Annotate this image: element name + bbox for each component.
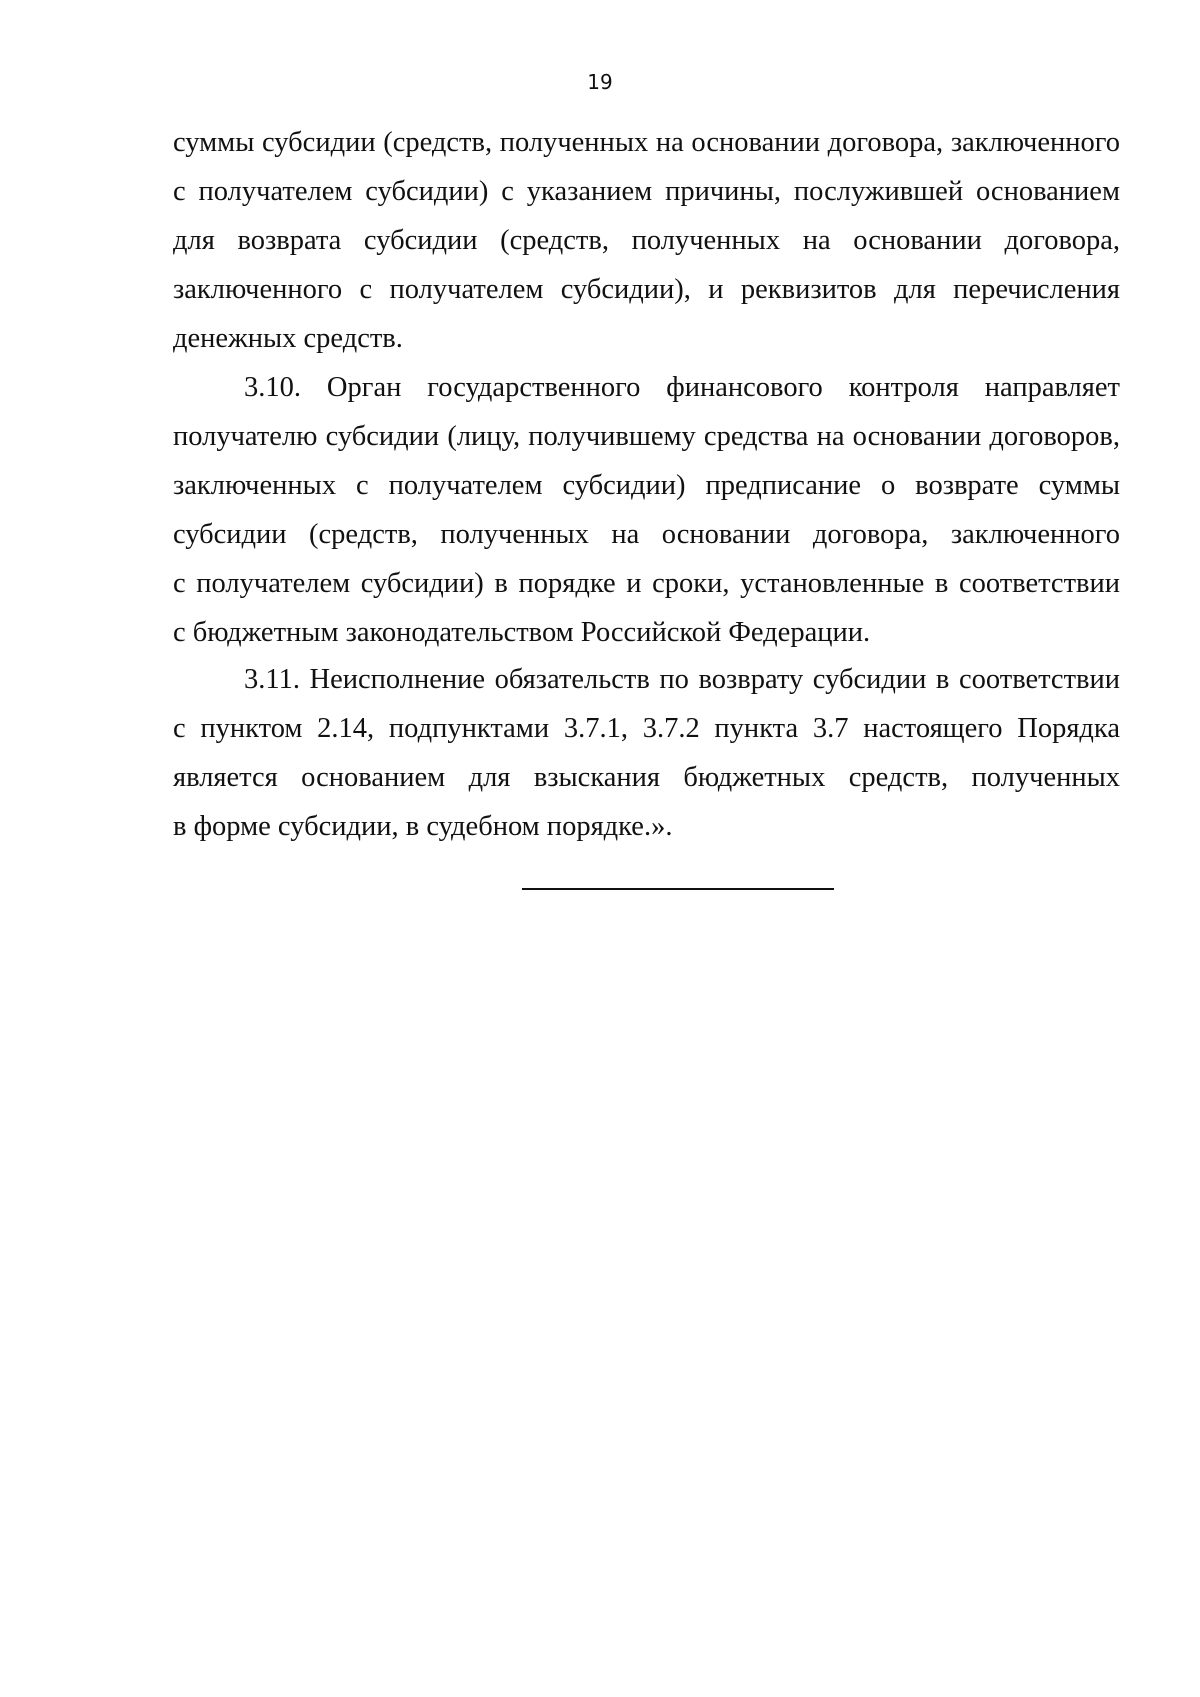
text-line: для возврата субсидии (средств, полученных на основании договора,: [173, 225, 1120, 256]
paragraph-continuation: [173, 118, 1120, 363]
text-line: с пунктом 2.14, подпунктами 3.7.1, 3.7.2 пункта 3.7 настоящего Порядка: [173, 713, 1120, 744]
text-line: 3.11. Неисполнение обязательств по возврату субсидии в соответствии: [244, 664, 1120, 695]
text-line: 3.10. Орган государственного финансового контроля направляет: [244, 372, 1120, 403]
text-line: получателю субсидии (лицу, получившему средства на основании договоров,: [173, 421, 1120, 452]
text-line: с получателем субсидии) в порядке и сроки, установленные в соответствии: [173, 568, 1120, 599]
text-line: субсидии (средств, полученных на основании договора, заключенного: [173, 519, 1120, 550]
text-line: с бюджетным законодательством Российской Федерации.: [173, 617, 871, 648]
text-line: заключенных с получателем субсидии) предписание о возврате суммы: [173, 470, 1120, 501]
text-line: суммы субсидии (средств, полученных на основании договора, заключенного: [173, 127, 1120, 158]
text-line: заключенного с получателем субсидии), и реквизитов для перечисления: [173, 274, 1120, 305]
text-line: денежных средств.: [173, 323, 403, 354]
page-number: 19: [587, 70, 613, 94]
paragraph-3-11: [173, 655, 1120, 851]
end-of-document-rule: [522, 888, 834, 890]
text-line: с получателем субсидии) с указанием причины, послужившей основанием: [173, 176, 1120, 207]
paragraph-3-10: [173, 363, 1120, 657]
text-line: является основанием для взыскания бюджетных средств, полученных: [173, 762, 1120, 793]
text-line: в форме субсидии, в судебном порядке.».: [173, 811, 673, 842]
